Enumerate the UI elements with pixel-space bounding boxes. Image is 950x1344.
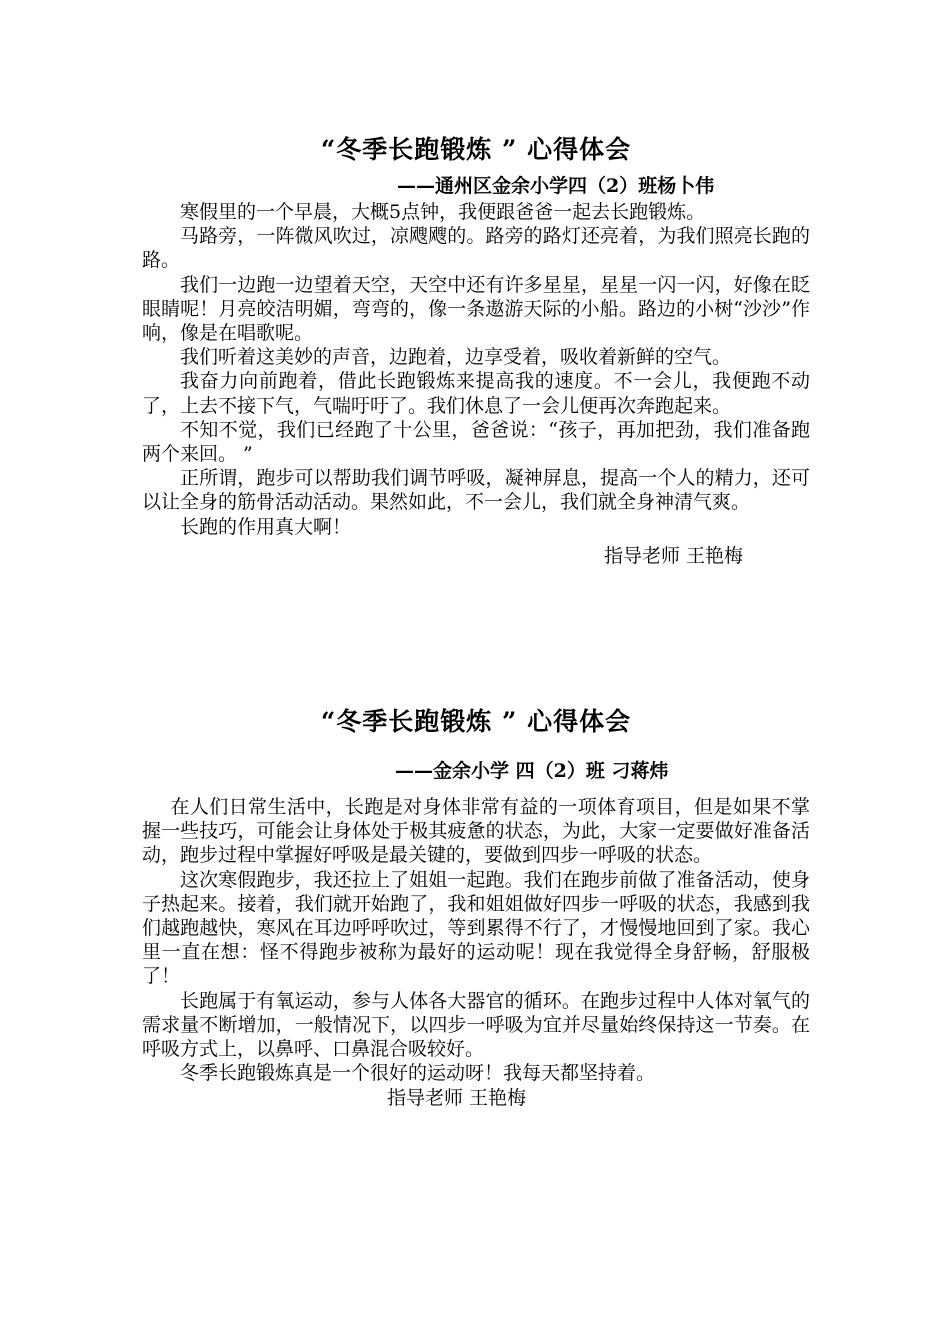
essay-paragraph: 马路旁，一阵微风吹过，凉飕飕的。路旁的路灯还亮着，为我们照亮长跑的路。: [142, 225, 810, 272]
essay-byline: ——通州区金余小学四（2）班杨卜伟: [397, 175, 715, 197]
essay-paragraph: 寒假里的一个早晨，大概5点钟，我便跟爸爸一起去长跑锻炼。: [180, 201, 706, 223]
essay-paragraph: 不知不觉，我们已经跑了十公里，爸爸说：“孩子，再加把劲，我们准备跑两个来回。 ”: [142, 418, 810, 466]
teacher-signature: 指导老师 王艳梅: [387, 1087, 527, 1110]
essay-byline: ——金余小学 四（2）班 刁蒋炜: [395, 760, 669, 782]
essay-2: [142, 700, 810, 1111]
teacher-signature: 指导老师 王艳梅: [604, 544, 744, 567]
essay-title: “冬季长跑锻炼 ” 心得体会: [320, 707, 632, 736]
essay-body: [142, 795, 810, 1085]
essay-paragraph: 我们一边跑一边望着天空，天空中还有许多星星，星星一闪一闪，好像在眨眼睛呢！月亮皎洁明媚，弯弯的，像一条遨游天际的小船。路边的小树“沙沙”作响，像是在唱歌呢。: [142, 273, 810, 345]
essay-paragraph: 这次寒假跑步，我还拉上了姐姐一起跑。我们在跑步前做了准备活动，使身子热起来。接着，我们就开始跑了，我和姐姐做好四步一呼吸的状态，我感到我们越跑越快，寒风在耳边呼呼吹过，等到累得不行了，才慢慢地回到了家。我心里一直在想：怪不得跑步被称为最好的运动呢！现在我觉得全身舒畅，舒服极了！: [142, 868, 810, 988]
essay-paragraph: 长跑属于有氧运动，参与人体各大器官的循环。在跑步过程中人体对氧气的需求量不断增加，一般情况下，以四步一呼吸为宜并尽量始终保持这一节奏。在呼吸方式上，以鼻呼、口鼻混合吸较好。: [142, 989, 810, 1061]
essay-paragraph: 长跑的作用真大啊！: [180, 515, 352, 538]
essay-paragraph: 冬季长跑锻炼真是一个很好的运动呀！我每天都坚持着。: [180, 1062, 656, 1085]
essay-1: [142, 128, 810, 569]
essay-paragraph: 我们听着这美妙的声音，边跑着，边享受着，吸收着新鲜的空气。: [180, 346, 732, 369]
essay-paragraph: 在人们日常生活中，长跑是对身体非常有益的一项体育项目，但是如果不掌握一些技巧，可能会让身体处于极其疲惫的状态，为此，大家一定要做好准备活动，跑步过程中掌握好呼吸是最关键的，要做到四步一呼吸的状态。: [142, 796, 810, 867]
essay-body: [142, 200, 810, 539]
essay-paragraph: 我奋力向前跑着，借此长跑锻炼来提高我的速度。不一会儿，我便跑不动了，上去不接下气，气喘吁吁了。我们休息了一会儿便再次奔跑起来。: [142, 370, 810, 417]
essay-title: “冬季长跑锻炼 ” 心得体会: [320, 135, 632, 164]
essay-paragraph: 正所谓，跑步可以帮助我们调节呼吸，凝神屏息，提高一个人的精力，还可以让全身的筋骨活动活动。果然如此，不一会儿，我们就全身神清气爽。: [142, 467, 810, 514]
